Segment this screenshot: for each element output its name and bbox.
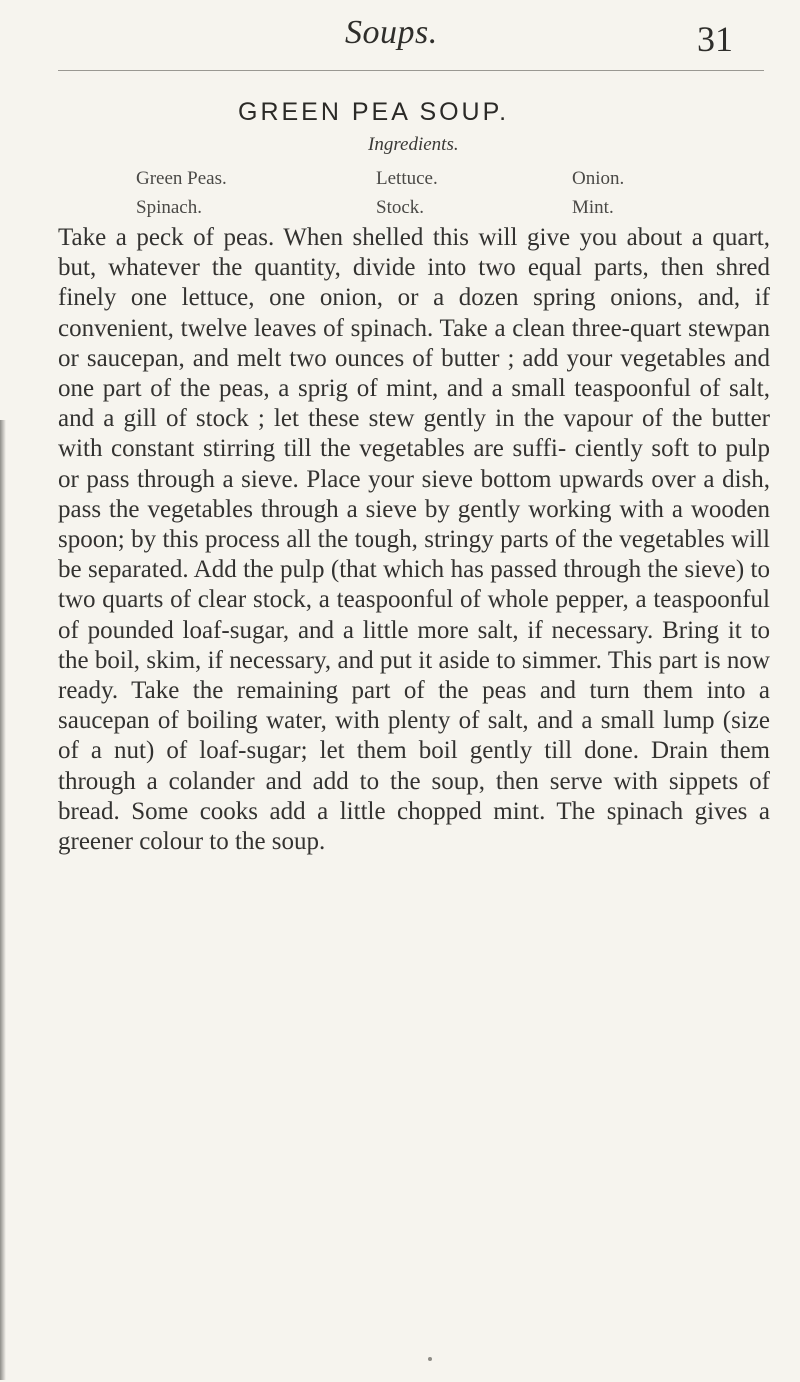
print-speck xyxy=(428,1357,432,1361)
ingredient-item: Green Peas. xyxy=(136,168,227,189)
header-rule xyxy=(58,70,764,71)
recipe-body-text: Take a peck of peas. When shelled this will give you about a quart, but, whatever the quantity, divide into two equal parts, then shred finely one lettuce, one onion, or a dozen spring onions, and, if convenient, twelve leaves of spinach. Take a clean three-quart stewpan or saucepan, and melt two ounces of butter ; add your vegetables and one part of the peas, a sprig of mint, and a small teaspoonful of salt, and a gill of stock ; let these stew gently in the vapour of the butter with constant stirring till the vegetables are suffi- ciently soft to pulp or pass through a sieve. Place your sieve bottom upwards over a dish, pass the vegetables through a sieve by gently working with a wooden spoon; by this process all the tough, stringy parts of the vegetables will be separated. Add the pulp (that which has passed through the sieve) to two quarts of clear stock, a teaspoonful of whole pepper, a teaspoonful of pounded loaf-sugar, and a little more salt, if necessary. Bring it to the boil, skim, if necessary, and put it aside to simmer. This part is now ready. Take the remaining part of the peas and turn them into a saucepan of boiling water, with plenty of salt, and a small lump (size of a nut) of loaf-sugar; let them boil gently till done. Drain them through a colander and add to the soup, then serve with sippets of bread. Some cooks add a little chopped mint. The spinach gives a greener colour to the soup. xyxy=(58,224,770,856)
page-binding-shadow xyxy=(0,420,6,1380)
running-title: Soups. xyxy=(345,14,438,51)
ingredient-item: Lettuce. xyxy=(376,168,438,189)
ingredients-list xyxy=(136,168,756,228)
ingredients-heading: Ingredients. xyxy=(368,134,459,155)
recipe-title: GREEN PEA SOUP. xyxy=(238,98,510,126)
running-head xyxy=(0,0,800,70)
ingredient-item: Onion. xyxy=(572,168,625,189)
ingredient-item: Mint. xyxy=(572,197,614,218)
ingredient-item: Stock. xyxy=(376,197,425,218)
page-number: 31 xyxy=(697,19,733,59)
ingredient-item: Spinach. xyxy=(136,197,202,218)
